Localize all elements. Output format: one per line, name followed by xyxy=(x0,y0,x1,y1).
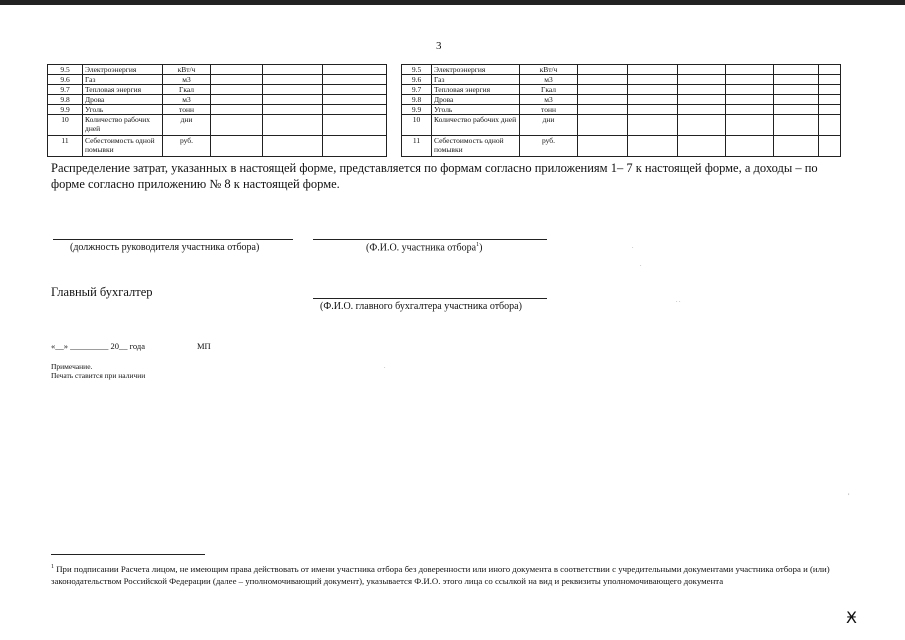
empty-cell xyxy=(211,136,263,157)
empty-cell xyxy=(578,136,628,157)
row-label: Уголь xyxy=(432,105,520,115)
row-label: Тепловая энергия xyxy=(432,85,520,95)
footnote-text: При подписании Расчета лицом, не имеющим права действовать от имени участника отбора без доверенности или иного документа в соответствии с учредительными документами участника отбора и (или) законодательством Российской Федерации (далее – уполномочивающий документ), указывается Ф.И.О. этого лица со ссылкой на вид и реквизиты уполномочивающего документа xyxy=(51,563,830,586)
head-fio-caption: (Ф.И.О. участника отбора$^1$) xyxy=(366,242,483,254)
row-unit: Гкал xyxy=(163,85,211,95)
row-number: 9.7 xyxy=(402,85,432,95)
row-unit: м3 xyxy=(163,95,211,105)
row-unit: тонн xyxy=(163,105,211,115)
empty-cell xyxy=(628,115,678,136)
empty-cell xyxy=(819,105,841,115)
stamp-label: МП xyxy=(197,341,211,351)
row-number: 10 xyxy=(48,115,83,136)
empty-cell xyxy=(323,85,387,95)
empty-cell xyxy=(263,115,323,136)
footnote xyxy=(51,561,841,587)
empty-cell xyxy=(628,95,678,105)
row-number: 9.9 xyxy=(402,105,432,115)
row-unit: руб. xyxy=(520,136,578,157)
empty-cell xyxy=(774,115,819,136)
row-label: Газ xyxy=(83,75,163,85)
empty-cell xyxy=(819,115,841,136)
row-number: 9.5 xyxy=(402,65,432,75)
row-number: 9.5 xyxy=(48,65,83,75)
empty-cell xyxy=(726,85,774,95)
empty-cell xyxy=(774,95,819,105)
cost-table-left xyxy=(47,64,387,157)
empty-cell xyxy=(726,95,774,105)
empty-cell xyxy=(263,95,323,105)
footnote-separator xyxy=(51,554,205,555)
table-row xyxy=(402,85,841,95)
empty-cell xyxy=(774,75,819,85)
distribution-text: Распределение затрат, указанных в настоящей форме, представляется по формам согласно приложениям 1– 7 к настоящей форме, а доходы – по форме согласно приложению № 8 к настоящей форме. xyxy=(51,161,818,191)
empty-cell xyxy=(211,65,263,75)
row-unit: м3 xyxy=(520,95,578,105)
row-label: Тепловая энергия xyxy=(83,85,163,95)
row-label: Электроэнергия xyxy=(432,65,520,75)
row-number: 11 xyxy=(402,136,432,157)
empty-cell xyxy=(819,85,841,95)
row-number: 9.8 xyxy=(402,95,432,105)
table-row xyxy=(402,95,841,105)
table-row xyxy=(402,75,841,85)
chief-fio-line xyxy=(313,298,547,299)
empty-cell xyxy=(578,65,628,75)
row-number: 9.9 xyxy=(48,105,83,115)
table-row xyxy=(48,136,387,157)
empty-cell xyxy=(323,75,387,85)
empty-cell xyxy=(678,115,726,136)
row-number: 11 xyxy=(48,136,83,157)
empty-cell xyxy=(323,136,387,157)
date-line: «__» _________ 20__ года xyxy=(51,341,146,351)
row-unit: кВт/ч xyxy=(163,65,211,75)
empty-cell xyxy=(819,95,841,105)
empty-cell xyxy=(211,95,263,105)
empty-cell xyxy=(578,115,628,136)
empty-cell xyxy=(211,115,263,136)
row-label: Уголь xyxy=(83,105,163,115)
scan-speck: . xyxy=(640,262,642,268)
empty-cell xyxy=(726,105,774,115)
row-label: Себестоимость одной помывки xyxy=(83,136,163,157)
scan-speck: . xyxy=(632,244,634,250)
row-number: 9.8 xyxy=(48,95,83,105)
head-position-caption: (должность руководителя участника отбора) xyxy=(70,242,260,253)
row-unit: руб. xyxy=(163,136,211,157)
table-row xyxy=(48,95,387,105)
row-label: Электроэнергия xyxy=(83,65,163,75)
empty-cell xyxy=(678,95,726,105)
empty-cell xyxy=(263,75,323,85)
empty-cell xyxy=(323,65,387,75)
row-number: 10 xyxy=(402,115,432,136)
row-label: Себестоимость одной помывки xyxy=(432,136,520,157)
empty-cell xyxy=(578,85,628,95)
empty-cell xyxy=(628,75,678,85)
empty-cell xyxy=(263,85,323,95)
table-row xyxy=(48,85,387,95)
table-row xyxy=(48,115,387,136)
empty-cell xyxy=(774,105,819,115)
empty-cell xyxy=(578,105,628,115)
chief-accountant-label: Главный бухгалтер xyxy=(51,285,153,299)
empty-cell xyxy=(678,75,726,85)
note-block xyxy=(51,362,145,380)
table-row xyxy=(402,105,841,115)
empty-cell xyxy=(726,136,774,157)
table-row xyxy=(402,65,841,75)
row-label: Дрова xyxy=(83,95,163,105)
empty-cell xyxy=(774,136,819,157)
scan-speck: , xyxy=(848,490,850,496)
table-row xyxy=(402,136,841,157)
empty-cell xyxy=(323,105,387,115)
row-label: Количество рабочих дней xyxy=(432,115,520,136)
row-unit: дни xyxy=(163,115,211,136)
row-unit: дни xyxy=(520,115,578,136)
row-unit: м3 xyxy=(520,75,578,85)
empty-cell xyxy=(774,85,819,95)
empty-cell xyxy=(263,136,323,157)
row-label: Количество рабочих дней xyxy=(83,115,163,136)
footnote-ref: 1 xyxy=(476,242,480,248)
empty-cell xyxy=(819,75,841,85)
empty-cell xyxy=(678,105,726,115)
row-number: 9.7 xyxy=(48,85,83,95)
empty-cell xyxy=(211,85,263,95)
cost-table-right xyxy=(401,64,841,157)
row-label: Газ xyxy=(432,75,520,85)
row-unit: тонн xyxy=(520,105,578,115)
footnote-number: 1 xyxy=(51,564,54,570)
empty-cell xyxy=(678,136,726,157)
table-row xyxy=(48,65,387,75)
empty-cell xyxy=(628,105,678,115)
head-position-line xyxy=(53,239,293,240)
scan-speck: . . xyxy=(676,298,681,304)
row-unit: Гкал xyxy=(520,85,578,95)
empty-cell xyxy=(628,65,678,75)
page-number: 3 xyxy=(436,40,442,52)
head-fio-line xyxy=(313,239,547,240)
row-number: 9.6 xyxy=(48,75,83,85)
empty-cell xyxy=(774,65,819,75)
corner-mark-icon: Ӿ xyxy=(846,608,857,627)
empty-cell xyxy=(578,95,628,105)
note-title: Примечание. xyxy=(51,362,93,371)
empty-cell xyxy=(678,65,726,75)
scan-speck: . xyxy=(384,364,386,370)
empty-cell xyxy=(628,136,678,157)
row-unit: м3 xyxy=(163,75,211,85)
empty-cell xyxy=(726,65,774,75)
empty-cell xyxy=(263,65,323,75)
empty-cell xyxy=(323,115,387,136)
table-row xyxy=(48,105,387,115)
empty-cell xyxy=(323,95,387,105)
table-row xyxy=(48,75,387,85)
empty-cell xyxy=(211,105,263,115)
chief-fio-caption: (Ф.И.О. главного бухгалтера участника отбора) xyxy=(320,301,522,312)
table-row xyxy=(402,115,841,136)
empty-cell xyxy=(263,105,323,115)
empty-cell xyxy=(726,75,774,85)
empty-cell xyxy=(726,115,774,136)
row-label: Дрова xyxy=(432,95,520,105)
empty-cell xyxy=(211,75,263,85)
empty-cell xyxy=(819,136,841,157)
row-number: 9.6 xyxy=(402,75,432,85)
empty-cell xyxy=(578,75,628,85)
row-unit: кВт/ч xyxy=(520,65,578,75)
scan-top-edge xyxy=(0,0,905,5)
empty-cell xyxy=(819,65,841,75)
empty-cell xyxy=(678,85,726,95)
empty-cell xyxy=(628,85,678,95)
note-text: Печать ставится при наличии xyxy=(51,371,146,380)
